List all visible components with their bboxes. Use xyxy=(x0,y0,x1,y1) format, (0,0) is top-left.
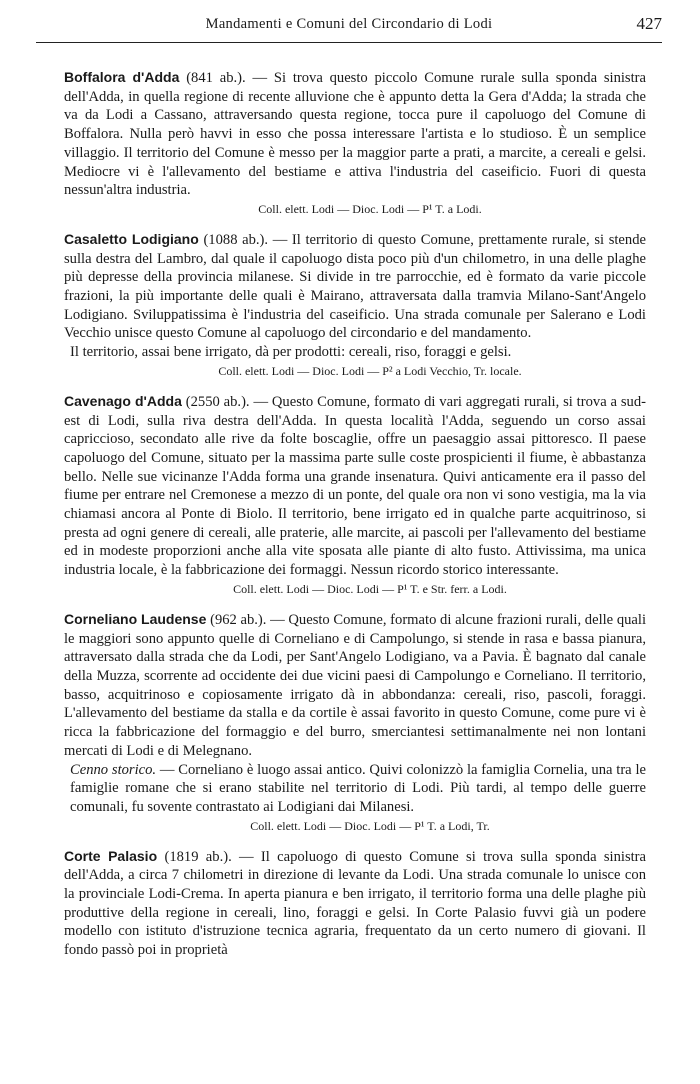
entry-coll-line: Coll. elett. Lodi — Dioc. Lodi — P¹ T. a Lodi, Tr. xyxy=(250,818,490,833)
entry-paragraph xyxy=(64,343,646,362)
entry-text: (841 ab.). — Si trova questo piccolo Comune rurale sulla sponda sinistra dell'Adda, in quella regione di recente alluvione che è appunto detta la Gera d'Adda; la strada che va da Lodi a Cassano, attraversando questa regione, tocca pure il capoluogo del Comune di Boffalora. Nulla però havvi in esso che possa interessare l'artista e lo studioso. È un semplice villaggio. Il territorio del Comune è messo per la maggior parte a prati, a marcite, a cereali e gelsi. Mediocre vi è l'allevamento del bestiame e attiva l'industria del caseificio. Fuori di questa nessun'altra industria. xyxy=(64,70,647,199)
entry-corneliano xyxy=(64,610,646,835)
entry-paragraph xyxy=(64,230,646,343)
entry-coll-line: Coll. elett. Lodi — Dioc. Lodi — P¹ T. a Lodi. xyxy=(258,201,482,216)
entry-paragraph xyxy=(64,610,646,761)
entry-paragraph xyxy=(64,847,646,960)
entry-casaletto xyxy=(64,230,646,380)
entry-coll-line: Coll. elett. Lodi — Dioc. Lodi — P² a Lodi Vecchio, Tr. locale. xyxy=(218,363,522,378)
entry-text: (2550 ab.). — Questo Comune, formato di vari aggregati rurali, si trova a sud-est di Lodi, sulla riva destra dell'Adda. In questa località l'Adda, seguendo un corso assai capriccioso, secondato alle rive da folte boscaglie, offre un paesaggio assai pittoresco. Il paese capoluogo del Comune, situato per la massima parte sulle coste prospicienti il fiume, è abbastanza bello. Nelle sue vicinanze l'Adda forma una grande insenatura. Quivi anticamente era il passo del fiume per entrare nel Cremonese a mezzo di un ponte, del quale ora non vi sono vestigia, ma la via chiamasi ancora al Ponte di Biolo. Il territorio, bene irrigato ed in qualche parte acquitrinoso, si presta ad ogni genere di cereali, alle praterie, alle marcite, ai pascoli per l'allevamento del bestiame ed in modeste proporzioni anche alla vite sposata alle piante di alto fusto. Attivissima, ma unica industria locale, è la fabbricazione dei formaggi. Nessun ricordo storico interessante. xyxy=(64,393,646,579)
entry-name: Casaletto Lodigiano xyxy=(64,230,199,247)
entry-coll-line: Coll. elett. Lodi — Dioc. Lodi — P¹ T. e Str. ferr. a Lodi. xyxy=(233,581,507,596)
header-title: Mandamenti e Comuni del Circondario di Lodi xyxy=(205,16,493,32)
entry-paragraph xyxy=(64,68,646,200)
history-text: — Corneliano è luogo assai antico. Quivi colonizzò la famiglia Cornelia, una tra le famiglie romane che si erano stabilite nel territorio di Lodi. Più tardi, al tempo delle guerre comunali, fu sovente contrastato ai Lodigiani dai Milanesi. xyxy=(70,761,646,815)
page-number: 427 xyxy=(636,14,662,33)
entry-text: (1819 ab.). — Il capoluogo di questo Comune si trova sulla sponda sinistra dell'Adda, a circa 7 chilometri in direzione di levante da Lodi. Una strada comunale lo unisce con la provinciale Lodi-Crema. In aperta pianura e ben irrigato, il territorio forma una delle plaghe più produttive della regione in cereali, lino, foraggi e gelsi. In Corte Palasio fuvvi già un podere modello con istituto d'istruzione tecnica agraria, frequentato da un certo numero di giovani. Il fondo passò poi in proprietà xyxy=(64,848,647,959)
text-body xyxy=(64,68,646,972)
entry-text: Il territorio, assai bene irrigato, dà per prodotti: cereali, riso, foraggi e gelsi. xyxy=(70,344,512,361)
entry-name: Cavenago d'Adda xyxy=(64,392,182,409)
running-header xyxy=(36,14,662,38)
entry-text: (962 ab.). — Questo Comune, formato di alcune frazioni rurali, delle quali le maggiori sono appunto quelle di Corneliano e di Campolungo, si stende in rasa e bassa pianura, attraversato dalla strada che da Lodi, per Sant'Angelo Lodigiano, va a Pavia. È bagnato dal canale della Muzza, scorrente ad occidente dei due vicini paesi di Campolungo e Corneliano. Il territorio, basso, acquitrinoso e copiosamente irrigato dà in abbondanza: cereali, riso, pascoli, foraggi. L'allevamento del bestiame da stalla e da cortile è assai favorito in questo Comune, come pure vi è ricca la fabbricazione del formaggio e del burro, smerciantesi settimanalmente nei non lontani mercati di Lodi e di Melegnano. xyxy=(64,611,647,759)
entry-paragraph xyxy=(64,761,646,817)
entry-name: Corneliano Laudense xyxy=(64,610,207,627)
header-rule xyxy=(36,42,662,43)
entry-name: Boffalora d'Adda xyxy=(64,69,180,85)
entry-text: (1088 ab.). — Il territorio di questo Comune, prettamente rurale, si stende sulla destra del Lambro, dal quale il capoluogo dista poco più d'un chilometro, in una delle plaghe più depresse della provincia milanese. Si divide in tre parrocchie, ed è formato da varie piccole frazioni, la più importante delle quali è Mairano, attraversata dalla tramvia Milano-Sant'Angelo Lodigiano. Sviluppatissima è l'industria del caseificio. Una strada comunale per Salerano e Lodi Vecchio unisce questo Comune al capoluogo del circondario e del mandamento. xyxy=(64,231,646,342)
entry-paragraph xyxy=(64,392,646,580)
entry-boffalora xyxy=(64,68,646,218)
history-label: Cenno storico. xyxy=(70,761,157,778)
entry-corte-palasio xyxy=(64,847,646,960)
entry-name: Corte Palasio xyxy=(64,847,158,864)
entry-cavenago xyxy=(64,392,646,598)
